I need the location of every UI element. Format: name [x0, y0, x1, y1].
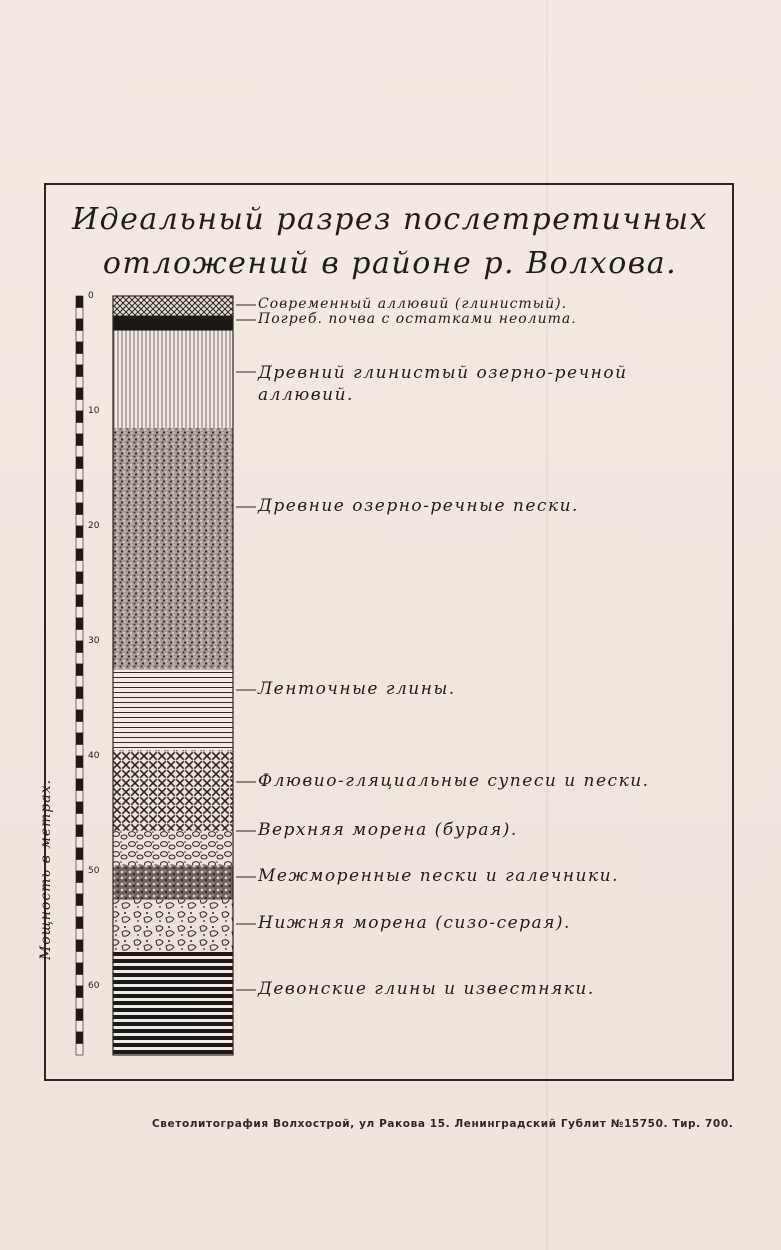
layer-thick-horizontal: [113, 952, 233, 1056]
scale-segment: [76, 446, 83, 458]
scale-segment: [76, 883, 83, 895]
scale-segment: [76, 434, 83, 446]
scale-segment: [76, 894, 83, 906]
layer-horizontal-lines: [113, 670, 233, 751]
scale-tick-label: 50: [88, 866, 100, 876]
layer-label: Верхняя морена (бурая).: [258, 820, 518, 840]
scale-segment: [76, 515, 83, 527]
scale-segment: [76, 940, 83, 952]
scale-segment: [76, 687, 83, 699]
scale-segment: [76, 595, 83, 607]
scale-segment: [76, 653, 83, 665]
scale-segment: [76, 584, 83, 596]
scale-segment: [76, 549, 83, 561]
scale-segment: [76, 860, 83, 872]
scale-segment: [76, 457, 83, 469]
scale-segment: [76, 1009, 83, 1021]
scale-segment: [76, 561, 83, 573]
scale-segment: [76, 365, 83, 377]
layer-pebbles: [113, 831, 233, 866]
scale-segment: [76, 745, 83, 757]
title-line-1: Идеальный разрез послетретичных: [71, 202, 709, 237]
scale-segment: [76, 1044, 83, 1056]
scale-segment: [76, 871, 83, 883]
scale-segment: [76, 699, 83, 711]
scale-segment: [76, 469, 83, 481]
scale-segment: [76, 791, 83, 803]
scale-segment: [76, 952, 83, 964]
stratigraphic-column: [113, 296, 233, 1055]
scale-tick-label: 0: [88, 291, 94, 301]
depth-scale-bar: [76, 296, 83, 1055]
scale-segment: [76, 319, 83, 331]
scale-segment: [76, 1021, 83, 1033]
layer-label: Погреб. почва с остатками неолита.: [258, 311, 577, 327]
scale-segment: [76, 722, 83, 734]
scale-segment: [76, 423, 83, 435]
scale-segment: [76, 733, 83, 745]
layer-black: [113, 316, 233, 331]
scale-tick-label: 10: [88, 406, 100, 416]
scale-segment: [76, 676, 83, 688]
title-line-2: отложений в районе р. Волхова.: [102, 246, 678, 281]
scale-segment: [76, 825, 83, 837]
scale-segment: [76, 377, 83, 389]
layer-label: Нижняя морена (сизо-серая).: [258, 913, 571, 933]
scale-segment: [76, 802, 83, 814]
layer-label: Древний глинистый озерно-речной аллювий.: [258, 363, 628, 405]
scale-segment: [76, 308, 83, 320]
scale-segment: [76, 848, 83, 860]
layer-label: Древние озерно-речные пески.: [258, 496, 579, 516]
layer-dotted: [113, 428, 233, 670]
layer-boulders: [113, 900, 233, 952]
scale-segment: [76, 572, 83, 584]
scale-title: Мощность в метрах.: [38, 778, 54, 960]
scale-segment: [76, 354, 83, 366]
scale-segment: [76, 929, 83, 941]
scale-segment: [76, 837, 83, 849]
scale-segment: [76, 607, 83, 619]
layer-label: Современный аллювий (глинистый).: [258, 296, 568, 312]
scale-segment: [76, 906, 83, 918]
scale-tick-label: 60: [88, 981, 100, 991]
scale-segment: [76, 538, 83, 550]
scale-segment: [76, 411, 83, 423]
scale-segment: [76, 400, 83, 412]
scale-segment: [76, 618, 83, 630]
layer-label: Межморенные пески и галечники.: [258, 866, 619, 886]
scale-segment: [76, 1032, 83, 1044]
layer-label: Флювио-гляциальные супеси и пески.: [258, 771, 650, 791]
scale-segment: [76, 480, 83, 492]
scale-segment: [76, 917, 83, 929]
layer-crosshatch: [113, 296, 233, 316]
scale-segment: [76, 986, 83, 998]
scale-segment: [76, 756, 83, 768]
scale-segment: [76, 388, 83, 400]
scale-tick-label: 20: [88, 521, 100, 531]
scale-tick-label: 40: [88, 751, 100, 761]
scale-segment: [76, 998, 83, 1010]
scale-segment: [76, 664, 83, 676]
layer-crosshatch-dense: [113, 750, 233, 831]
scale-segment: [76, 331, 83, 343]
scale-segment: [76, 503, 83, 515]
scale-segment: [76, 492, 83, 504]
scale-segment: [76, 641, 83, 653]
scale-segment: [76, 779, 83, 791]
scale-tick-label: 30: [88, 636, 100, 646]
scale-segment: [76, 963, 83, 975]
scale-segment: [76, 975, 83, 987]
layer-label: Девонские глины и известняки.: [258, 979, 595, 999]
scale-segment: [76, 296, 83, 308]
scale-segment: [76, 526, 83, 538]
scale-segment: [76, 630, 83, 642]
layer-label: Ленточные глины.: [258, 679, 456, 699]
scale-segment: [76, 342, 83, 354]
layer-vertical-lines: [113, 331, 233, 429]
layer-gravel: [113, 865, 233, 900]
scale-segment: [76, 768, 83, 780]
scale-segment: [76, 814, 83, 826]
label-leader-lines: [236, 305, 256, 990]
scale-segment: [76, 710, 83, 722]
printer-imprint: Светолитография Волхострой, ул Ракова 15. Ленинградский Гублит №15750. Тир. 700.: [152, 1118, 734, 1130]
